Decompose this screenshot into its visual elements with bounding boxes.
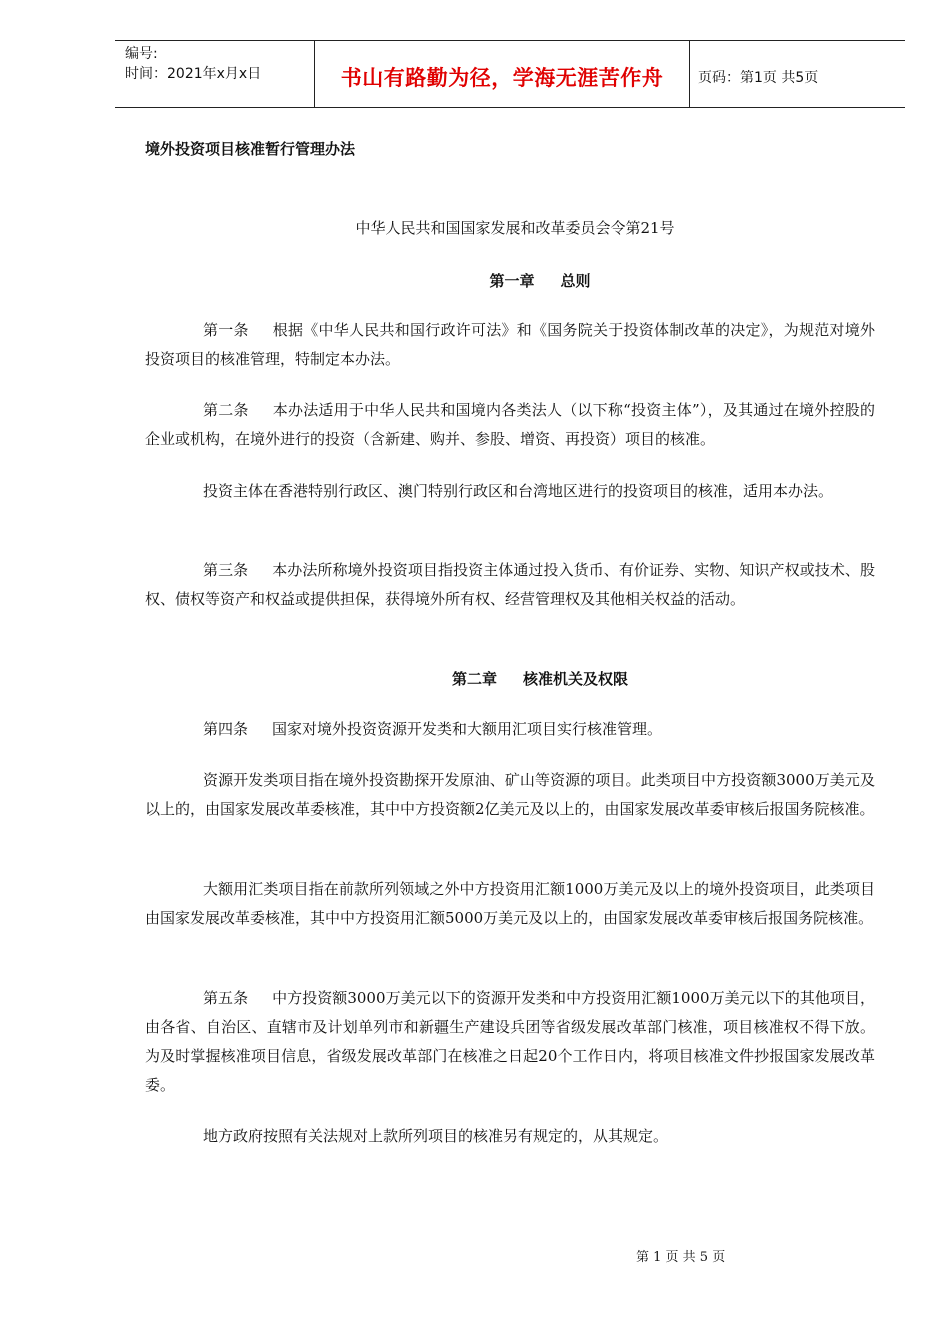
- header-meta: [115, 41, 315, 107]
- article-5-num: 第五条: [203, 989, 249, 1007]
- article-5: [145, 984, 875, 1100]
- article-4-text: 国家对境外投资资源开发类和大额用汇项目实行核准管理。: [272, 720, 663, 738]
- header-page-info: 页码：第1页 共5页: [698, 70, 819, 86]
- article-4-paragraph-3: 大额用汇类项目指在前款所列领域之外中方投资用汇额1000万美元及以上的境外投资项目，此类项目由国家发展改革委核准，其中中方投资用汇额5000万美元及以上的，由国家发展改革委审核后报国务院核准。: [145, 880, 875, 927]
- article-4: [145, 715, 875, 744]
- code-label: 编号:: [125, 46, 158, 62]
- article-2: [145, 396, 875, 454]
- chapter-2-name: 核准机关及权限: [523, 670, 629, 688]
- article-2-text: 本办法适用于中华人民共和国境内各类法人（以下称“投资主体”），及其通过在境外控股的企业或机构，在境外进行的投资（含新建、购并、参股、增资、再投资）项目的核准。: [145, 401, 875, 448]
- article-5-text: 中方投资额3000万美元以下的资源开发类和中方投资用汇额1000万美元以下的其他项目，由各省、自治区、直辖市及计划单列市和新疆生产建设兵团等省级发展改革部门核准，项目核准权不得下放。为及时掌握核准项目信息，省级发展改革部门在核准之日起20个工作日内，将项目核准文件抄报国家发展改革委。: [145, 989, 875, 1094]
- chapter-2-heading: [0, 668, 950, 689]
- time-label: 时间：2021年x月x日: [125, 66, 262, 82]
- article-4-paragraph-2: 资源开发类项目指在境外投资勘探开发原油、矿山等资源的项目。此类项目中方投资额3000万美元及以上的，由国家发展改革委核准，其中中方投资额2亿美元及以上的，由国家发展改革委审核后报国务院核准。: [145, 771, 875, 818]
- document-title: 境外投资项目核准暂行管理办法: [145, 140, 356, 158]
- article-3: [145, 556, 875, 614]
- chapter-1-heading: [0, 270, 950, 291]
- header-motto: 书山有路勤为径，学海无涯苦作舟: [315, 41, 690, 107]
- chapter-1-name: 总则: [560, 272, 591, 290]
- article-4-num: 第四条: [203, 720, 249, 738]
- article-5-paragraph-2: 地方政府按照有关法规对上款所列项目的核准另有规定的，从其规定。: [203, 1127, 669, 1145]
- article-1: [145, 316, 875, 374]
- article-1-num: 第一条: [203, 321, 249, 339]
- chapter-1-num: 第一章: [489, 272, 535, 290]
- article-3-num: 第三条: [203, 561, 249, 579]
- article-2-paragraph-2: 投资主体在香港特别行政区、澳门特别行政区和台湾地区进行的投资项目的核准，适用本办法。: [203, 482, 834, 500]
- article-3-text: 本办法所称境外投资项目指投资主体通过投入货币、有价证券、实物、知识产权或技术、股权、债权等资产和权益或提供担保，获得境外所有权、经营管理权及其他相关权益的活动。: [145, 561, 875, 608]
- chapter-2-num: 第二章: [451, 670, 497, 688]
- article-2-num: 第二条: [203, 401, 249, 419]
- page-header: [115, 40, 905, 108]
- page-footer: 第 1 页 共 5 页: [636, 1250, 726, 1265]
- decree-number: 中华人民共和国国家发展和改革委员会令第21号: [355, 219, 675, 237]
- article-1-text: 根据《中华人民共和国行政许可法》和《国务院关于投资体制改革的决定》，为规范对境外投资项目的核准管理，特制定本办法。: [145, 321, 875, 368]
